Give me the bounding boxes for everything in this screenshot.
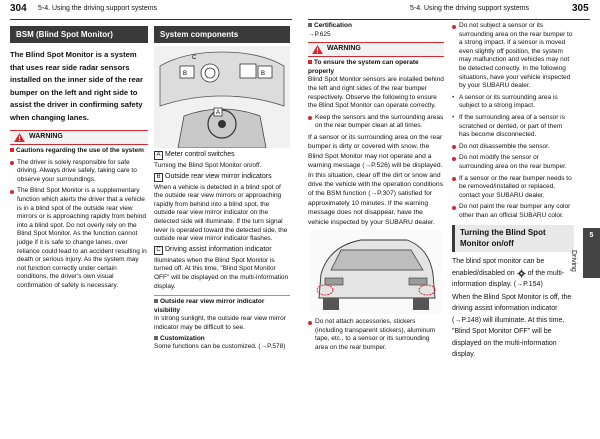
figure-label-c: C [192, 55, 197, 61]
header-divider-right [308, 19, 590, 20]
component-item-a [154, 151, 290, 171]
warning-triangle-icon [312, 45, 323, 54]
section-title-onoff: Turning the Blind Spot Monitor on/off [452, 225, 574, 252]
visibility-title: Outside rear view mirror indicator visibility [154, 298, 265, 314]
customization-text: Some functions can be customized. (→P.578) [154, 343, 286, 351]
onoff-text-a: The blind spot monitor can be enabled/disabled on [452, 258, 545, 277]
page-header [0, 0, 600, 20]
column-1 [10, 26, 148, 291]
impact-dot-2: • If the surrounding area of a sensor is scratched or dented, or part of them has become disconnected. [452, 114, 574, 140]
column-4 [452, 22, 574, 362]
warning-label-2: WARNING [327, 45, 361, 53]
visibility-text: In strong sunlight, the outside rear view mirror indicator may be difficult to see. [154, 315, 286, 331]
figure-label-a: A [216, 110, 221, 116]
warning-subhead-2: To ensure the system can operate properly [308, 59, 419, 75]
onoff-text-b: of the multi-information display. (→P.154) [452, 269, 565, 289]
impact-dot-1: • A sensor or its surrounding area is subject to a strong impact. [452, 94, 574, 111]
keep-clean-bullet: Keep the sensors and the surrounding areas on the rear bumper clean at all times. [308, 114, 444, 131]
section-title-bsm: BSM (Blind Spot Monitor) [10, 26, 148, 43]
paint-bullet: Do not paint the rear bumper any color other than an official SUBARU color. [452, 203, 574, 220]
components-figure [154, 46, 290, 148]
onoff-paragraph-1 [452, 256, 574, 291]
component-text-b: When a vehicle is detected in a blind spot of the outside rear view mirrors or approaching rapidly from behind into a blind spot, the outside rear view mirror indicator on the detected side will illuminate. If the turn signal lever is operated toward the detected side, the outside rear view mirror indicator flashes. [154, 183, 288, 243]
remove-bullet: If a sensor or the rear bumper needs to be removed/installed or replaced, contact your SUBARU dealer. [452, 175, 574, 201]
component-text-a: Turning the Blind Spot Monitor on/off. [154, 162, 262, 169]
certification-ref: →P.625 [308, 30, 331, 38]
component-item-c [154, 246, 290, 291]
column-2 [154, 26, 290, 353]
warning-box-header-2 [308, 42, 444, 57]
header-divider-left [10, 19, 292, 20]
modify-bullet: Do not modify the sensor or surrounding area on the rear bumper. [452, 154, 574, 171]
gear-icon [517, 269, 526, 278]
chapter-tab [583, 228, 600, 278]
warning-label: WARNING [29, 133, 63, 141]
chapter-number: 5 [589, 232, 594, 239]
warning-bullet-2: The Blind Spot Monitor is a supplementary function which alerts the driver that a vehicle is in a blind spot of the outside rear view mirrors or is approaching rapidly from behind into a blind spot. Do not overly rely on the Blind Spot Monitor. As the function cannot judge if it is safe to change lanes, over reliance could lead to an accident resulting in death or serious injury. As the system may not function correctly under certain conditions, the driver's own visual confirmation of safety is necessary. [10, 187, 148, 290]
figure-label-b-left: B [183, 71, 188, 77]
warning-triangle-icon [14, 133, 25, 142]
left-page-number: 304 [10, 3, 27, 14]
component-letter-b: B [154, 173, 163, 182]
disassemble-bullet: Do not disassemble the sensor. [452, 143, 574, 152]
component-title-a: Meter control switches [165, 151, 235, 158]
onoff-paragraph-2: When the Blind Spot Monitor is off, the driving assist information indicator (→P.148) will illuminate. At this time, "Blind Spot Monitor OFF" will be displayed on the multi-information display. [452, 293, 572, 359]
intro-lead: The Blind Spot Monitor is a system that uses rear side radar sensors installed on the inner side of the rear bumper on the left and right side to assist the driver in confirming safety when changing lanes. [10, 50, 143, 122]
column-3 [308, 22, 444, 352]
component-item-b [154, 173, 290, 244]
component-title-c: Driving assist information indicator [165, 245, 272, 253]
customization-title: Customization [160, 334, 205, 342]
warning-box-header [10, 130, 148, 145]
component-title-b: Outside rear view mirror indicators [165, 172, 272, 180]
warning-bullet-1: The driver is solely responsible for safe driving. Always drive safely, taking care to observe your surroundings. [10, 159, 148, 185]
certification-title: Certification [314, 22, 352, 29]
component-letter-a: A [154, 151, 163, 160]
rear-bumper-figure [311, 230, 441, 314]
dirty-sensor-text: If a sensor or its surrounding area on the rear bumper is dirty or covered with snow, the Blind Spot Monitor may not operate and a warning message (→P.526) will be displayed. In this situation, clear off the dirt or snow and drive the vehicle with the operation conditions of the BSM function (→P.307) satisfied for approximately 10 minutes. If the warning message does not disappear, have the vehicle inspected by your SUBARU dealer. [308, 133, 443, 226]
warning-subhead-text: Cautions regarding the use of the system [16, 147, 144, 154]
left-running-title: 5-4. Using the driving support systems [38, 5, 158, 12]
figure-label-b-right: B [261, 71, 266, 77]
warning-subhead [10, 147, 148, 156]
warning-text-2: Blind Spot Monitor sensors are installed behind the left and right sides of the rear bumper respectively. Observe the following to ensure the Blind Spot Monitor can operate correctly. [308, 76, 444, 110]
right-running-title: 5-4. Using the driving support systems [410, 5, 530, 12]
section-title-components: System components [154, 26, 290, 43]
right-page-number: 305 [572, 3, 589, 14]
no-impact-bullet: Do not subject a sensor or its surrounding area on the rear bumper to a strong impact. If a sensor is moved even slightly off position, the system may malfunction and vehicles may not be detected correctly. In the following situations, have your vehicle inspected by your SUBARU dealer. [452, 22, 574, 91]
no-accessories-bullet: Do not attach accessories, stickers (including transparent stickers), aluminum tape, etc., to a sensor or its surrounding area on the rear bumper. [308, 318, 444, 352]
chapter-label: Driving [570, 250, 577, 272]
component-text-c: Illuminates when the Blind Spot Monitor is turned off. At this time, "Blind Spot Monitor OFF" will be displayed on the multi-information display. [154, 256, 289, 290]
component-letter-c: C [154, 246, 163, 255]
subsection-visibility [154, 295, 290, 352]
